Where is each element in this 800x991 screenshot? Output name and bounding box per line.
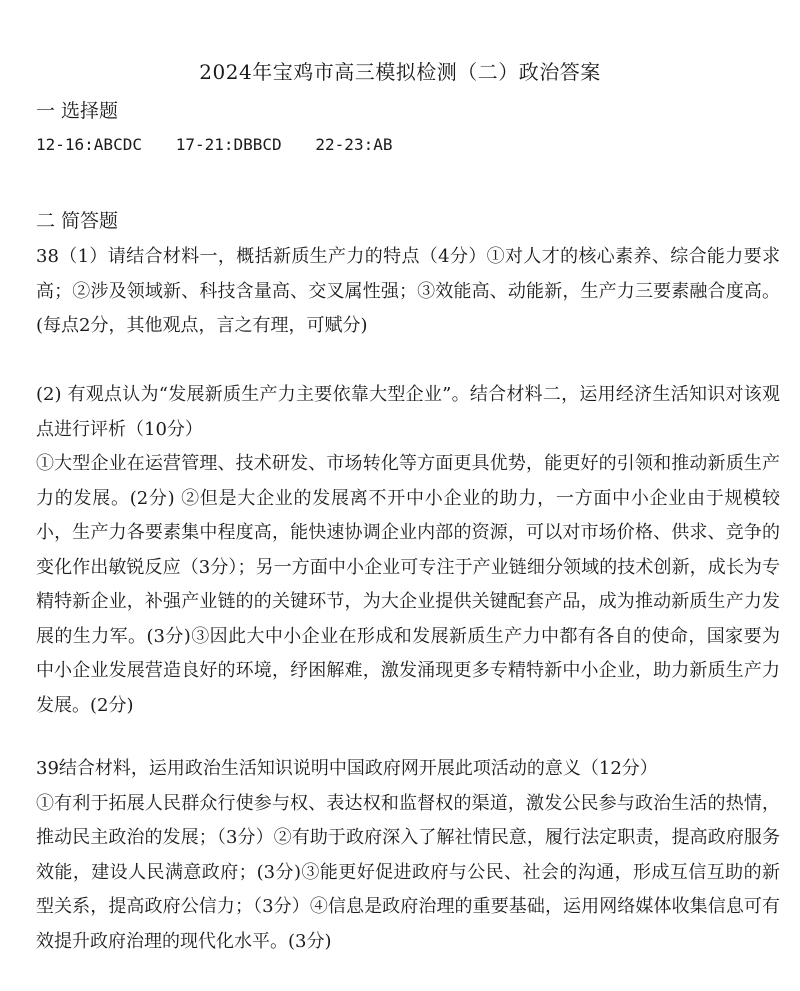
question-38-part-2-prompt: (2) 有观点认为“发展新质生产力主要依靠大型企业”。结合材料二，运用经济生活知识对该观点进行评析（10分） (36, 384, 780, 440)
page-title: 2024年宝鸡市高三模拟检测（二）政治答案 (199, 60, 601, 84)
question-38-part-2-answer: ①大型企业在运营管理、技术研发、市场转化等方面更具优势，能更好的引领和推动新质生产力的发展。(2分) ②但是大企业的发展离不开中小企业的助力，一方面中小企业由于规模较小，生产力各要素集中程度高，能快速协调企业内部的资源，可以对市场价格、供求、竞争的变化作出敏锐反应（3分）；另一方面中小企业可专注于产业链细分领域的技术创新，成长为专精特新企业，补强产业链的的关键环节，为大企业提供关键配套产品，成为推动新质生产力发展的生力军。(3分)③因此大中小企业在形成和发展新质生产力中都有各自的使命，国家要为中小企业发展营造良好的环境，纾困解难，激发涌现更多专精特新中小企业，助力新质生产力发展。(2分) (36, 453, 780, 716)
section-heading-multiple-choice: 一 选择题 (36, 100, 119, 122)
question-39-answer: ①有利于拓展人民群众行使参与权、表达权和监督权的渠道，激发公民参与政治生活的热情，推动民主政治的发展；（3分）②有助于政府深入了解社情民意，履行法定职责，提高政府服务效能，建设人民满意政府；(3分)③能更好促进政府与公民、社会的沟通，形成互信互助的新型关系，提高政府公信力；（3分）④信息是政府治理的重要基础，运用网络媒体收集信息可有效提升政府治理的现代化水平。(3分) (36, 792, 780, 952)
question-39-prompt: 39结合材料，运用政治生活知识说明中国政府网开展此项活动的意义（12分） (36, 758, 658, 779)
section-heading-short-answer: 二 简答题 (36, 210, 119, 232)
answer-group: 12-16:ABCDC (36, 135, 142, 154)
answer-group: 22-23:AB (315, 135, 393, 154)
question-39 (36, 752, 780, 959)
question-38-part-1-text: 38（1）请结合材料一，概括新质生产力的特点（4分）①对人才的核心素养、综合能力要求高；②涉及领域新、科技含量高、交叉属性强；③效能高、动能新，生产力三要素融合度高。(每点2分，其他观点，言之有理，可赋分) (36, 246, 780, 336)
answer-group: 17-21:DBBCD (175, 135, 282, 154)
question-38-part-1 (36, 240, 780, 344)
question-38-part-2 (36, 378, 780, 723)
multiple-choice-answers (36, 132, 782, 158)
